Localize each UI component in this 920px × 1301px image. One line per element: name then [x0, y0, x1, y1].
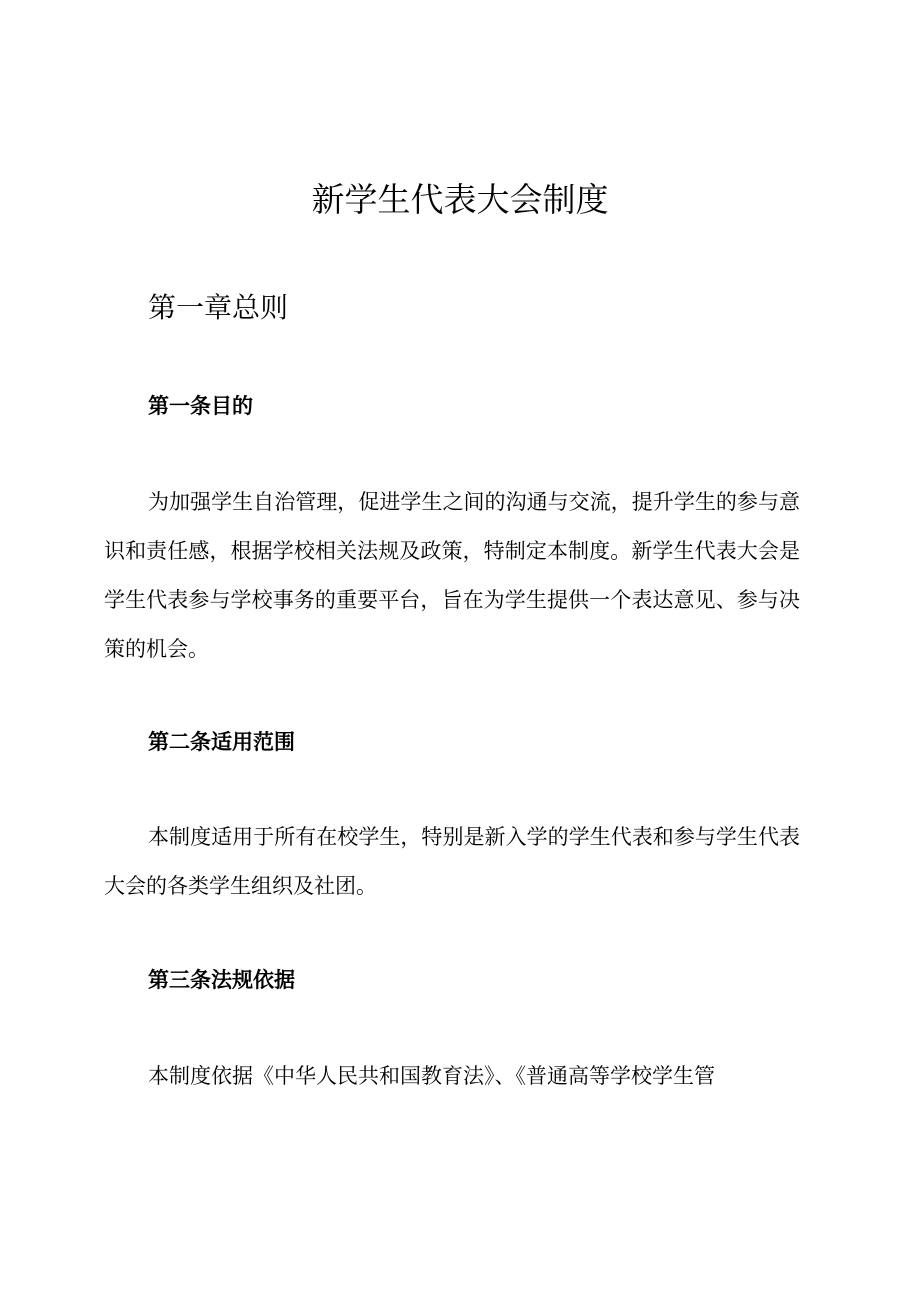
article-2-body: 本制度适用于所有在校学生，特别是新入学的学生代表和参与学生代表大会的各类学生组织及社团。: [104, 825, 800, 898]
chapter-heading: 第一章总则: [148, 291, 289, 324]
article-2-heading: 第二条适用范围: [148, 729, 295, 754]
article-3-heading: 第三条法规依据: [148, 967, 295, 992]
document-title: 新学生代表大会制度: [311, 180, 609, 219]
article-3-body: 本制度依据《中华人民共和国教育法》、《普通高等学校学生管: [148, 1064, 715, 1088]
article-1-body: 为加强学生自治管理，促进学生之间的沟通与交流，提升学生的参与意识和责任感，根据学校相关法规及政策，特制定本制度。新学生代表大会是学生代表参与学校事务的重要平台，旨在为学生提供一个表达意见、参与决策的机会。: [104, 490, 800, 661]
article-1-heading: 第一条目的: [148, 393, 253, 418]
